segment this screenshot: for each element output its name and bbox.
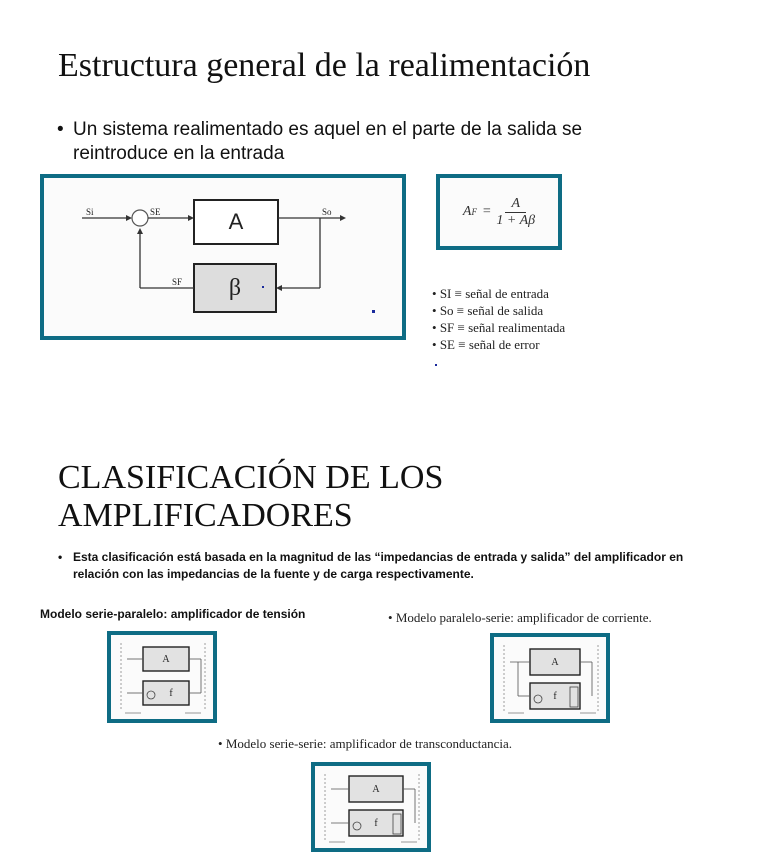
- model1-block-f: f: [169, 687, 173, 699]
- slide1-title: Estructura general de la realimentación: [58, 47, 591, 84]
- model3-caption-text: Modelo serie-serie: amplificador de transconductancia.: [225, 736, 513, 751]
- definition-item: • SF ≡ señal realimentada: [432, 319, 565, 336]
- slide2-title-line2: AMPLIFICADORES: [58, 497, 353, 534]
- slide2-bullet-text: Esta clasificación está basada en la magnitud de las “impedancias de entrada y salida” del amplificador en relación con las impedancias de la fuente y de carga respectivamente.: [73, 550, 684, 581]
- definition-item: • So ≡ señal de salida: [432, 302, 565, 319]
- bullet-dot: •: [58, 550, 63, 564]
- block-beta: β: [228, 274, 242, 301]
- definition-item: • SI ≡ señal de entrada: [432, 285, 565, 302]
- model3-block-f: f: [374, 817, 378, 829]
- label-error: SE: [150, 207, 161, 217]
- signal-definitions: [432, 285, 565, 353]
- gain-formula: A F = $\frac{A}{1 + A\beta}$: [462, 195, 536, 228]
- model2-block-a: A: [551, 656, 559, 668]
- label-feedback: SF: [172, 277, 183, 287]
- formula-numerator: A: [505, 196, 526, 213]
- model2-block-f: f: [553, 690, 557, 702]
- model2-diagram: [490, 633, 610, 723]
- model1-block-a: A: [162, 653, 170, 665]
- feedback-diagram: [40, 174, 406, 340]
- slide1-bullet-text: Un sistema realimentado es aquel en el parte de la salida se reintroduce en la entrada: [73, 119, 583, 164]
- slide1-bullet: [57, 118, 657, 166]
- formula-lhs-sub: F: [471, 207, 477, 217]
- bullet-dot: •: [57, 119, 64, 140]
- label-output: So: [322, 207, 332, 217]
- model1-diagram: [107, 631, 217, 723]
- model3-diagram: [311, 762, 431, 852]
- model2-caption: • Modelo paralelo-serie: amplificador de corriente.: [388, 610, 652, 625]
- model3-caption: • Modelo serie-serie: amplificador de transconductancia.: [218, 736, 513, 751]
- model1-caption: Modelo serie-paralelo: amplificador de tensión: [40, 607, 306, 621]
- slide2-title-line1: CLASIFICACIÓN DE LOS: [58, 459, 444, 496]
- model2-caption-text: Modelo paralelo-serie: amplificador de corriente.: [395, 610, 652, 625]
- definition-item: • SE ≡ señal de error: [432, 336, 565, 353]
- slide2-bullet: [58, 549, 698, 583]
- formula-lhs: A: [462, 204, 472, 219]
- label-input: Si: [86, 207, 94, 217]
- stray-dot: [435, 364, 437, 366]
- model3-block-a: A: [372, 783, 380, 795]
- block-a: A: [228, 209, 244, 234]
- formula-denominator: 1 + Aβ: [496, 212, 536, 228]
- formula-box: [436, 174, 562, 250]
